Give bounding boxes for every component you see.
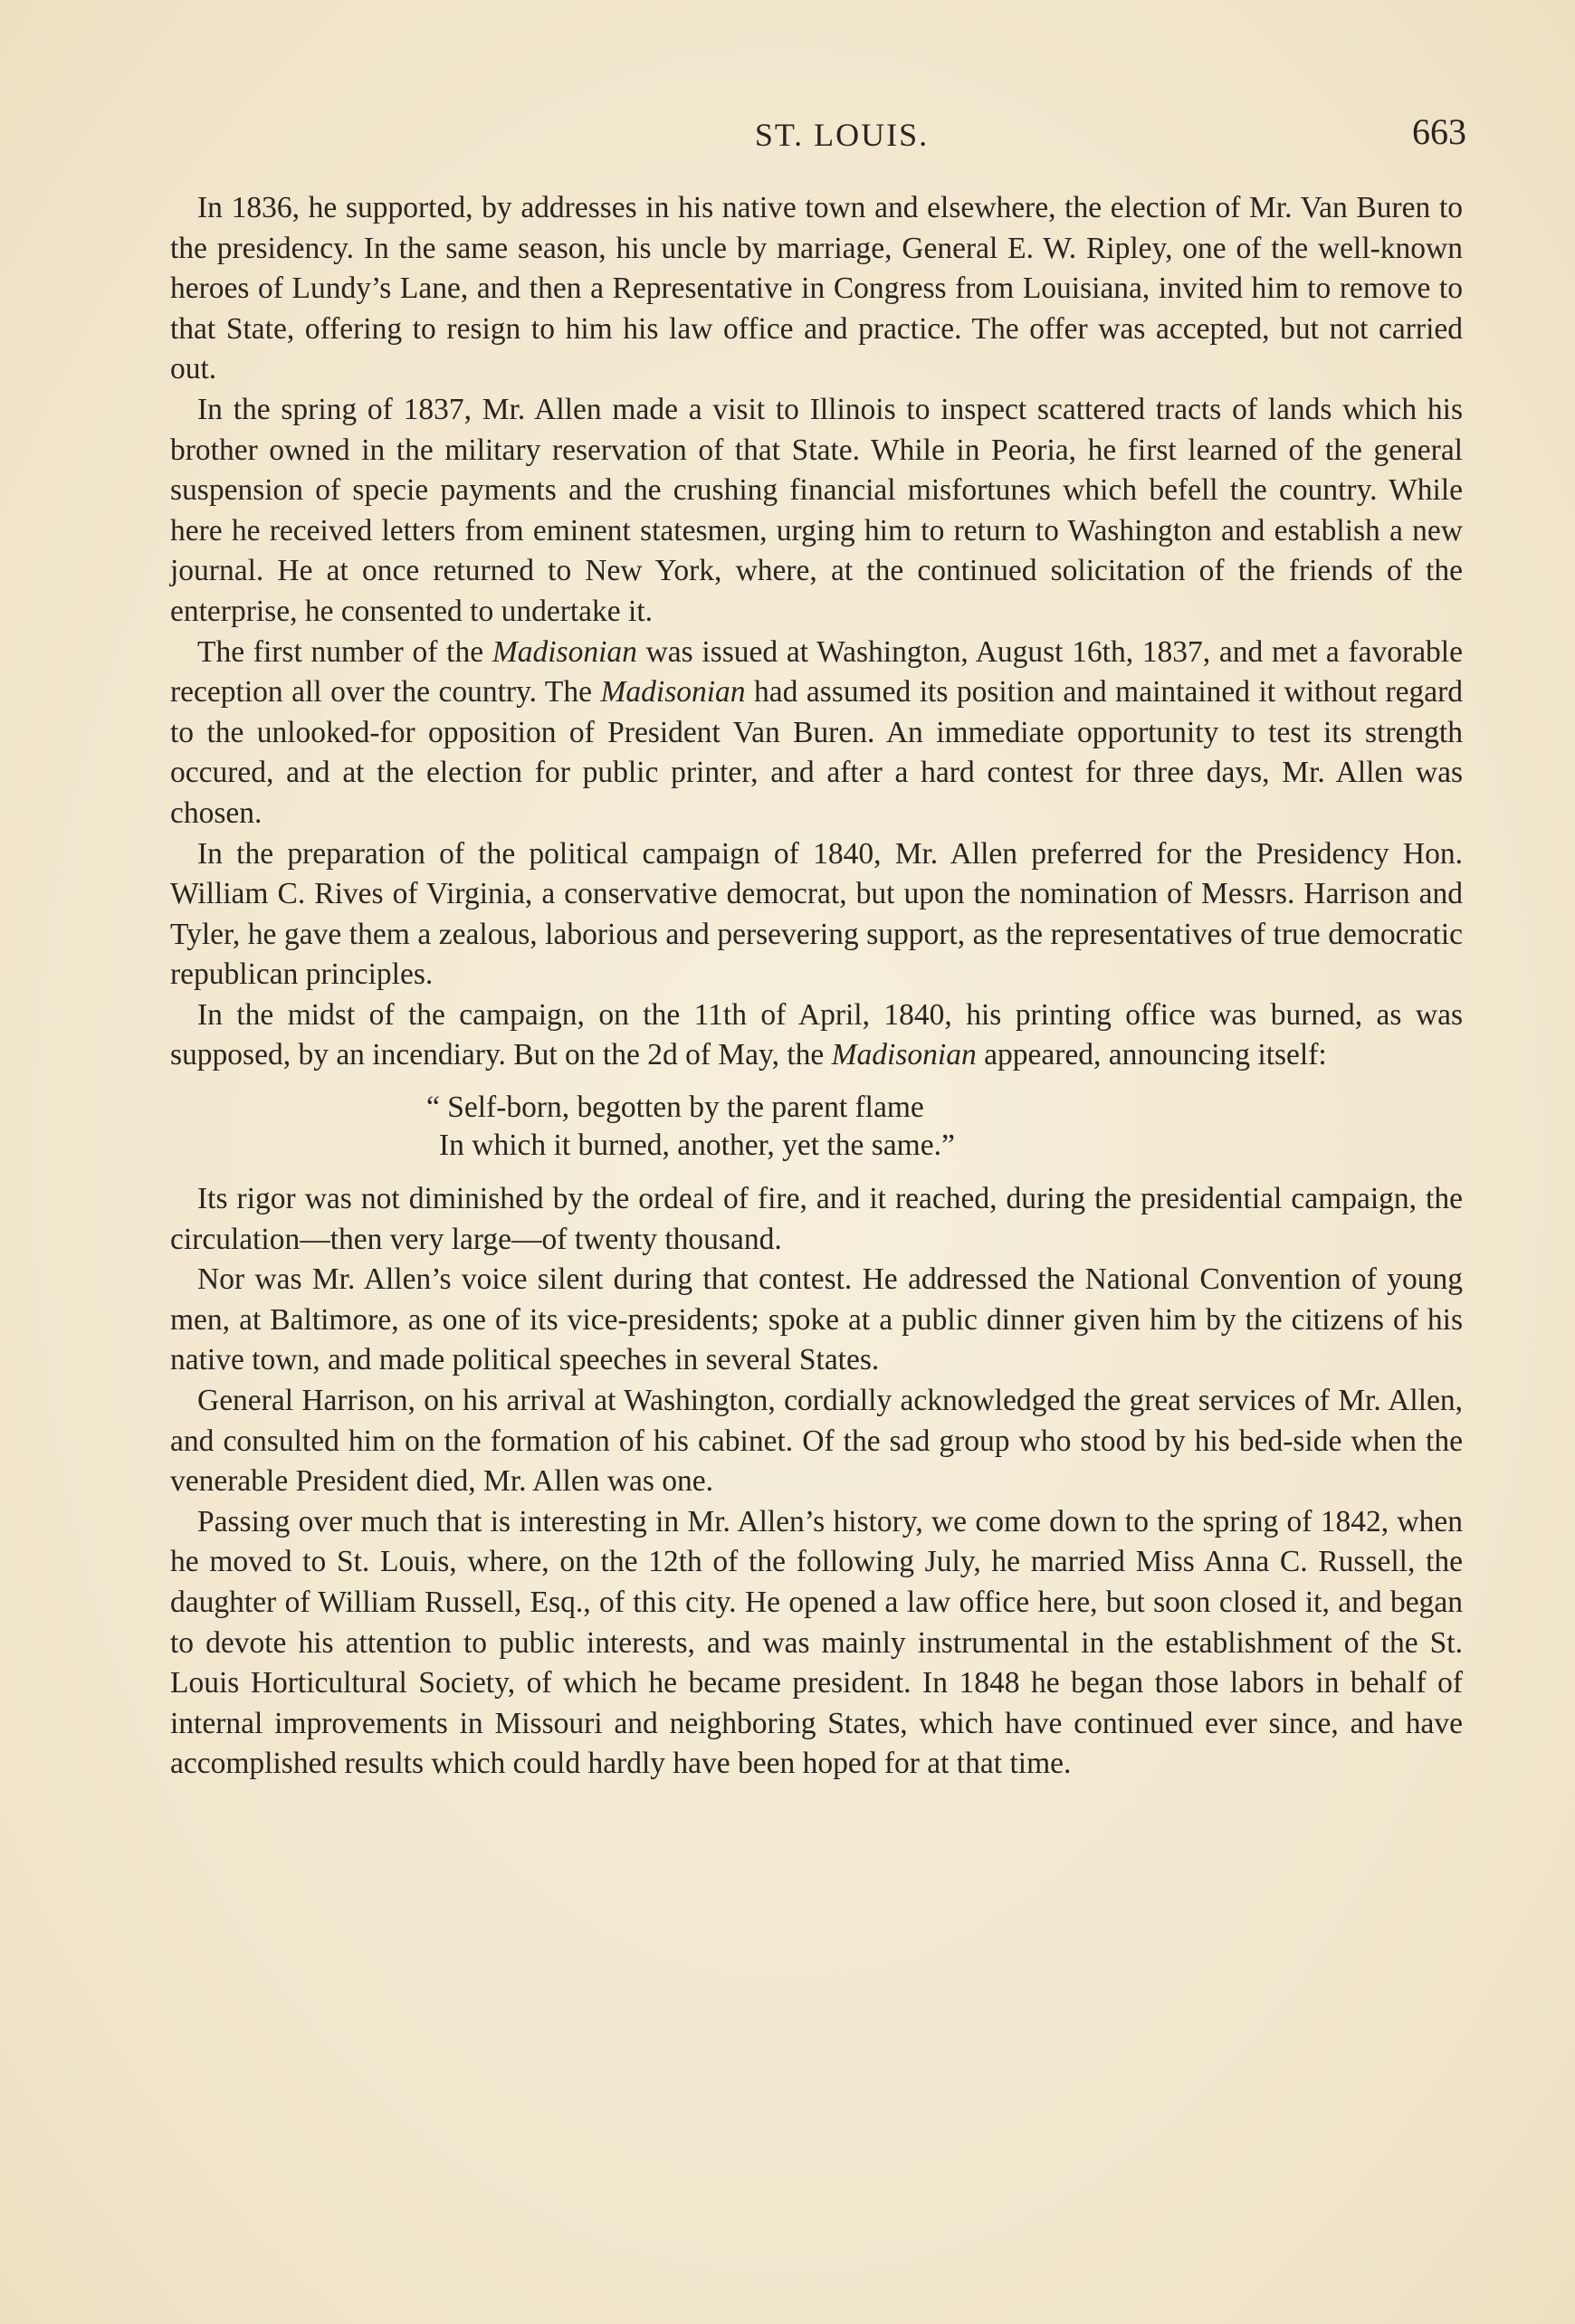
body-text	[170, 188, 1463, 1785]
verse-line-1: “ Self-born, begotten by the parent flame	[426, 1091, 924, 1125]
page-number: 663	[1412, 111, 1466, 152]
newspaper-title: Madisonian	[492, 634, 637, 669]
paragraph-1: In 1836, he supported, by addresses in his native town and elsewhere, the election of Mr. Van Buren to the presidency. In the same season, his uncle by marriage, General E. W. Ripley, one of the well-known heroes of Lundy’s Lane, and then a Representative in Congress from Louisiana, invited him to remove to that State, offering to resign to him his law office and practice. The offer was accepted, but not carried out.	[170, 191, 1463, 386]
newspaper-title: Madisonian	[600, 675, 746, 710]
verse-line-2: In which it burned, another, yet the same.”	[439, 1129, 955, 1163]
paragraph-7: Nor was Mr. Allen’s voice silent during that contest. He addressed the National Convention of young men, at Baltimore, as one of its vice-presidents; spoke at a public dinner given him by the citizens of his native town, and made political speeches in several States.	[170, 1262, 1463, 1377]
paragraph-9: Passing over much that is interesting in Mr. Allen’s history, we come down to the spring of 1842, when he moved to St. Louis, where, on the 12th of the following July, he married Miss Anna C. Russell, the daughter of William Russell, Esq., of this city. He opened a law office here, but soon closed it, and began to devote his attention to public interests, and was mainly instrumental in the establishment of the St. Louis Horticultural Society, of which he became president. In 1848 he began those labors in behalf of internal improvements in Missouri and neighboring States, which have continued ever since, and have accomplished results which could hardly have been hoped for at that time.	[170, 1504, 1463, 1781]
paragraph-5	[170, 995, 1463, 1076]
paragraph-3-text-b: was issued at Washington, August 16th, 1837, and met a favorable reception all over the country. The	[170, 634, 1463, 710]
running-head	[0, 110, 1575, 165]
paragraph-2: In the spring of 1837, Mr. Allen made a visit to Illinois to inspect scattered tracts of lands which his brother owned in the military reservation of that State. While in Peoria, he first learned of the general suspension of specie payments and the crushing financial misfortunes which befell the country. While here he received letters from eminent statesmen, urging him to return to Washington and establish a new journal. He at once returned to New York, where, at the continued solicitation of the friends of the enterprise, he consented to undertake it.	[170, 392, 1463, 628]
paragraph-4: In the preparation of the political campaign of 1840, Mr. Allen preferred for the Presidency Hon. William C. Rives of Virginia, a conservative democrat, but upon the nomination of Messrs. Harrison and Tyler, he gave them a zealous, laborious and persevering support, as the representatives of true democratic republican principles.	[170, 836, 1463, 992]
paragraph-3	[170, 633, 1463, 834]
paragraph-6: Its rigor was not diminished by the ordeal of fire, and it reached, during the presidential campaign, the circulation—then very large—of twenty thousand.	[170, 1182, 1463, 1256]
running-title: ST. LOUIS.	[754, 117, 930, 153]
paragraph-5-text-a: In the midst of the campaign, on the 11th of April, 1840, his printing office was burned, as was supposed, by an incendiary. But on the 2d of May, the	[170, 997, 1463, 1072]
newspaper-title: Madisonian	[831, 1038, 977, 1072]
paragraph-5-text-b: appeared, announcing itself:	[976, 1038, 1327, 1072]
verse-quotation	[170, 1089, 1463, 1165]
paragraph-3-text-a: The first number of the	[197, 634, 492, 669]
paragraph-8: General Harrison, on his arrival at Washington, cordially acknowledged the great services of Mr. Allen, and consulted him on the formation of his cabinet. Of the sad group who stood by his bed-side when the venerable President died, Mr. Allen was one.	[170, 1384, 1463, 1499]
paragraph-3-text-c: had assumed its position and maintained it without regard to the unlooked-for opposition of President Van Buren. An immediate opportunity to test its strength occured, and at the election for public printer, and after a hard contest for three days, Mr. Allen was chosen.	[170, 675, 1463, 830]
